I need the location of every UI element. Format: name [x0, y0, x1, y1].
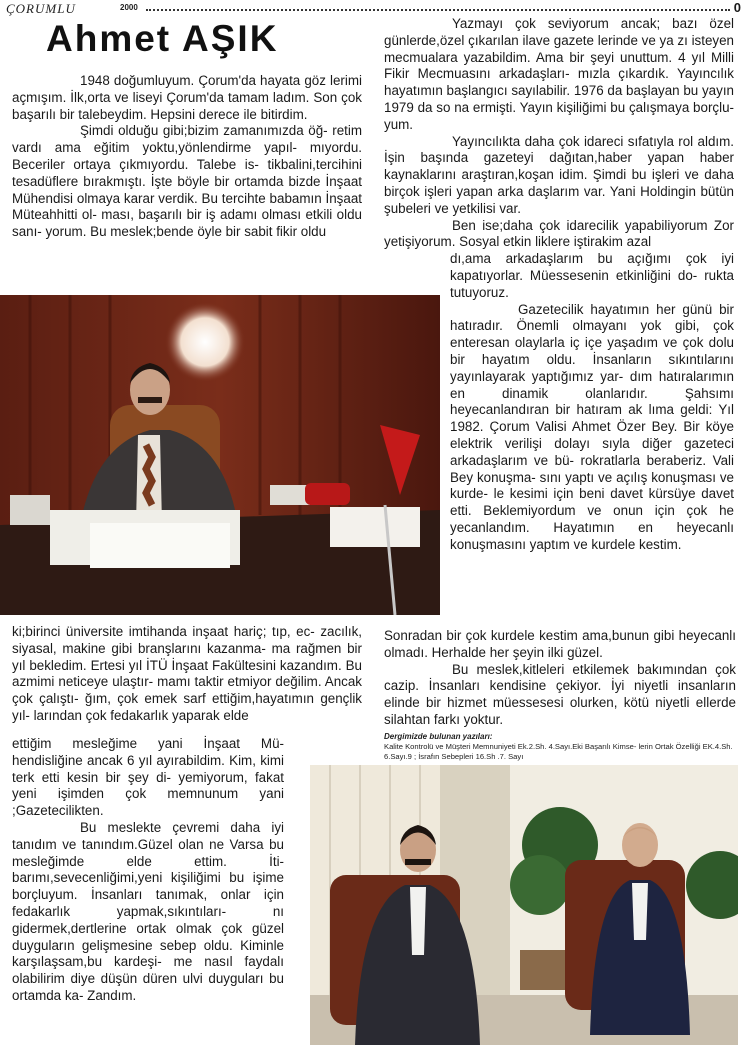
meeting-photo — [310, 765, 738, 1045]
paragraph: Ben ise;daha çok idarecilik yapabiliyorum Zor yetişiyorum. Sosyal etkin liklere iştirakim azal — [384, 217, 734, 250]
meeting-photo-illustration — [310, 765, 738, 1045]
issue-year: 2000 — [120, 3, 138, 12]
column-left-bottom — [12, 736, 284, 1005]
paragraph: Sonradan bir çok kurdele kestim ama,bunun gibi heyecanlı olmadı. Herhalde her şeyin ilki güzel. — [384, 628, 736, 660]
paragraph: dı,ama arkadaşlarım bu açığımı çok iyi kapatıyorlar. Müessesenin etkinliğini do- rukta tutuyoruz. — [450, 251, 734, 300]
articles-list: Kalite Kontrolü ve Müşteri Memnuniyeti Ek.2.Sh. 4.Sayı.Eki Başarılı Kimse- lerin Ortak Özelliği EK.4.Sh. 6.Sayı.9 ; İsrafın Sebepleri 16.Sh .7. Sayı — [384, 742, 733, 761]
column-left-middle — [12, 624, 362, 725]
column-right-bottom — [384, 628, 736, 729]
magazine-brand: ÇORUMLU — [6, 1, 76, 16]
paragraph: ki;birinci üniversite imtihanda inşaat hariç; tıp, ec- zacılık, siyasal, makine gibi branşlarını kazanma- ma rağmen bir yıl bekledim. Ertesi yıl İTÜ İnşaat Fakültesini kazandım. Bu azmimi neticeye ulaştır- mamı taktir etmiyor değilim. Ancak çok çalıştı- ğım, çok emek sarf ettiğim,hayatımın gençlik yıl- larından çok fedakarlık yaparak elde — [12, 624, 362, 723]
paragraph: Yazmayı çok seviyorum ancak; bazı özel günlerde,özel çıkarılan ilave gazete lerinde ve ya zı isteyen mecmualara yazabildim. Ama bir şeyi unuttum. 4 yıl Milli Fikir Mecmuasını arkadaşları- mızla çıkardık. Yayıncılık hayatımın başlangıcı sayılabilir. 1976 da başlayan bu yayın 1979 da so na ermişti. Yayın kişiliğimi bu çalışmaya borçlu- yum. — [384, 16, 734, 132]
paragraph: Yayıncılıkta daha çok idareci sıfatıyla rol aldım. İşin başında gazeteyi dağıtan,haber yapan haber kaynaklarını araştıran,koşan idim. Şimdi bu işleri ve daha birçok işleri yapan arka daşlarım var. Yani Holdingin bütün şubeleri ve yetkilisi var. — [384, 133, 734, 216]
portrait-photo-office — [0, 295, 440, 615]
paragraph: Bu meslekte çevremi daha iyi tanıdım ve tanındım.Güzel olan ne Varsa bu mesleğimde elde ettim. İti- barımı,sevecenliğimi,yeni kişiliğimi bu işime borçluyum. İnsanları tanımak, onlar için fedakarlık yapmak,sıkıntıları- nı gidermek,dertlerine ortak olmak çok güzel duyguların gelişmesine sebep oldu. Kiminle karşılaşsam,bu kardeşi- me nasıl faydalı olabilirim diye düşün düren ulvi duyguları bu ortamda ka- Zandım. — [12, 819, 284, 1003]
paragraph: Şimdi olduğu gibi;bizim zamanımızda öğ- retim vardı ama eğitim yoktu,yönlendirme yapıl- mıyordu. Beceriler ortaya çıkmıyordu. Talebe is- tikbalini,tercihini tesadüflere bırakmıştı. İşte böyle bir ortamda bizde İnşaat Mühendisi olmaya karar verdik. Bu tercihte babamın İnşaat Müteahhitti ol- ması, başarılı bir iş adamı olması etkili oldu sanı- yorum. Bu meslek;bende öyle bir sabit fikir oldu — [12, 123, 362, 240]
page-number: 0 — [733, 0, 741, 15]
paragraph: ettiğim mesleğime yani İnşaat Mü- hendisliğine ancak 6 yıl ayırabildim. Kim, kimi terk etti kesin bir şey di- yemiyorum, fakat yeni işimden çok memnunum yani ;Gazetecilikten. — [12, 736, 284, 819]
office-photo-illustration — [0, 295, 440, 615]
paragraph: 1948 doğumluyum. Çorum'da hayata göz lerimi açmışım. İlk,orta ve liseyi Çorum'da tamam ladım. Son çok başarılı bir talebeydim. Hepsini derece ile bitirdim. — [12, 73, 362, 122]
paragraph: Gazetecilik hayatımın her günü bir hatıradır. Önemli olmayanı yok gibi, çok enteresan olaylarla iç içe yaşadım ve çok dolu bir hayatım oldu. İnsanların sıkıntılarını yayınlayarak yaptığımız yar- dım hatıralarımın en dinamik olanlarıdır. Şahsımı heyecanlandıran bir hatıram ak lıma geldi: Yıl 1982. Çorum Valisi Ahmet Özer Bey. Bir köye elektrik verilişi dolayı sıyla diğer gazeteci arkadaşlarım ve bü- rokratlarla beraberiz. Vali Bey konuşma- sını yaptı ve açılış konuşması ve kurde- le kesimi için beni davet kürsüye davet etti. Beklemiyordum ve onun için çok he yecanlandım. Hayatımın en heyecanlı konuşmasını yaptım ve kurdele kestim. — [450, 301, 734, 552]
article-title: Ahmet AŞIK — [46, 18, 279, 59]
paragraph: Bu meslek,kitleleri etkilemek bakımından çok cazip. İnsanları kendisine çekiyor. İyi niyetli insanların elinde bir hizmet müessesesi olurken, kötü niyetli ellerde silahtan farkı yoktur. — [384, 661, 736, 727]
column-left-top — [12, 73, 362, 241]
header-dotted-rule — [146, 9, 730, 11]
articles-list-heading: Dergimizde bulunan yazıları: — [384, 732, 493, 741]
